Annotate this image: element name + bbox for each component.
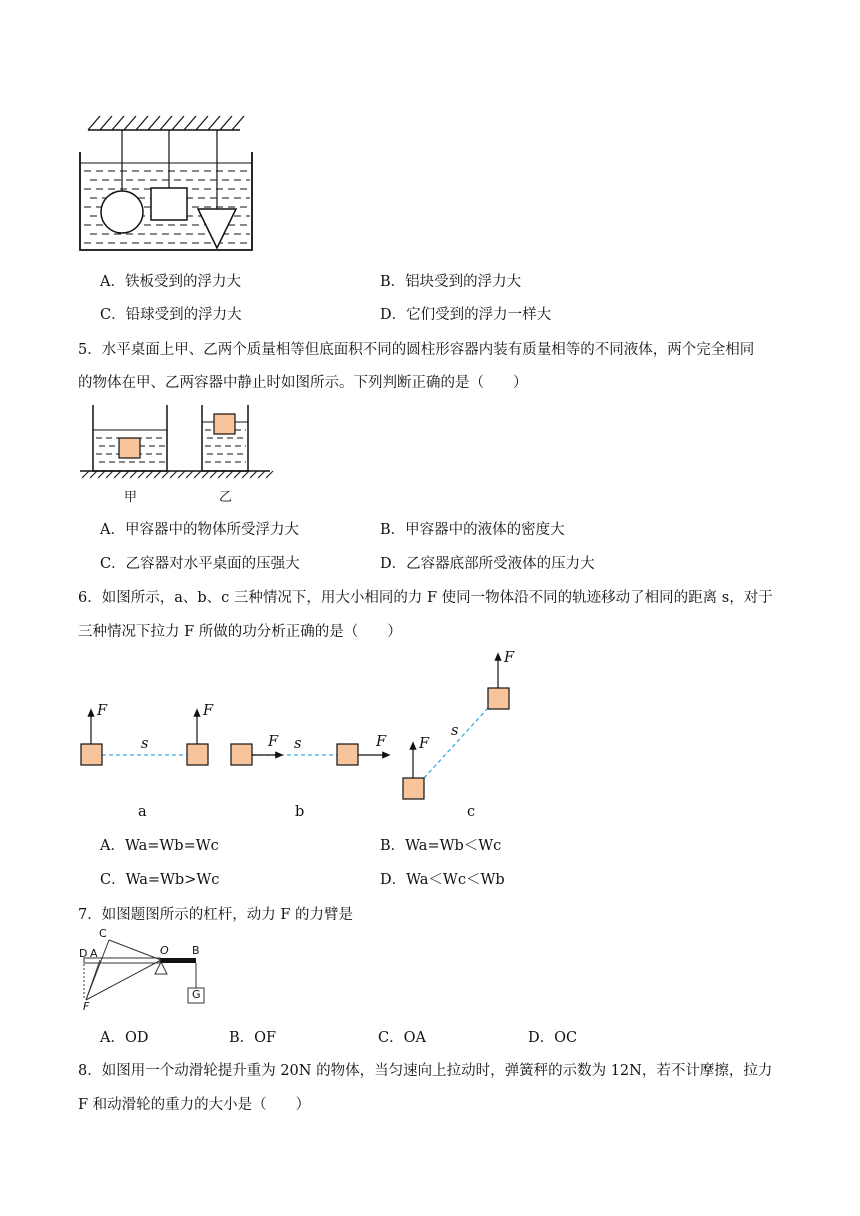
q7-label-b: B xyxy=(192,944,200,957)
q6-distance-label-b: s xyxy=(294,736,302,752)
q6-case-c: c xyxy=(467,804,476,820)
q5-stem-line1: 5．水平桌面上甲、乙两个质量相等但底面积不同的圆柱形容器内装有质量相等的不同液体，两个完全相同 xyxy=(78,342,755,358)
q5-label-yi: 乙 xyxy=(219,490,233,505)
q5-option-d: D．乙容器底部所受液体的压力大 xyxy=(380,556,595,572)
q7-option-a: A．OD xyxy=(100,1030,149,1046)
q6-case-a: a xyxy=(138,804,147,820)
q6-force-label-a2: F xyxy=(203,703,214,719)
q6-option-a: A．Wa=Wb=Wc xyxy=(100,838,219,854)
q6-case-b: b xyxy=(295,804,305,820)
q4-option-b: B．铝块受到的浮力大 xyxy=(380,274,522,290)
q7-label-a: A xyxy=(90,947,98,960)
q7-label-d: D xyxy=(79,947,88,960)
q6-force-label-c2: F xyxy=(504,650,515,666)
q6-force-label-c1: F xyxy=(419,736,430,752)
q6-stem-line2: 三种情况下拉力 F 所做的功分析正确的是（ ） xyxy=(78,624,402,640)
q6-force-label-b1: F xyxy=(268,734,279,750)
q6-force-label-b2: F xyxy=(376,734,387,750)
q6-option-b: B．Wa=Wb＜Wc xyxy=(380,838,502,854)
q7-label-o: O xyxy=(160,944,169,957)
q6-stem-line1: 6．如图所示，a、b、c 三种情况下，用大小相同的力 F 使同一物体沿不同的轨迹移动了相同的距离 s，对于 xyxy=(78,590,773,606)
q8-stem-line2: F 和动滑轮的重力的大小是（ ） xyxy=(78,1097,311,1113)
q5-option-b: B．甲容器中的液体的密度大 xyxy=(380,522,565,538)
q7-stem-line1: 7．如图题图所示的杠杆，动力 F 的力臂是 xyxy=(78,907,354,923)
q7-option-d: D．OC xyxy=(528,1030,578,1046)
q4-option-c: C．铅球受到的浮力大 xyxy=(100,307,242,323)
q5-option-a: A．甲容器中的物体所受浮力大 xyxy=(100,522,299,538)
q6-option-c: C．Wa=Wb>Wc xyxy=(100,872,220,888)
q5-stem-line2: 的物体在甲、乙两容器中静止时如图所示。下列判断正确的是（ ） xyxy=(78,375,528,391)
q6-option-d: D．Wa＜Wc＜Wb xyxy=(380,872,505,888)
q5-option-c: C．乙容器对水平桌面的压强大 xyxy=(100,556,300,572)
q5-label-jia: 甲 xyxy=(124,490,138,505)
q6-distance-label-c: s xyxy=(451,723,459,739)
q6-force-label-a1: F xyxy=(97,703,108,719)
q7-option-b: B．OF xyxy=(229,1030,277,1046)
q6-distance-label-a: s xyxy=(141,736,149,752)
q7-label-g: G xyxy=(192,988,201,1001)
q4-option-d: D．它们受到的浮力一样大 xyxy=(380,307,552,323)
q7-label-f: F xyxy=(83,1000,90,1013)
q8-stem-line1: 8．如图用一个动滑轮提升重为 20N 的物体，当匀速向上拉动时，弹簧秤的示数为 12N，若不计摩擦，拉力 xyxy=(78,1063,773,1079)
q7-option-c: C．OA xyxy=(378,1030,426,1046)
q4-option-a: A．铁板受到的浮力大 xyxy=(100,274,241,290)
q7-label-c: C xyxy=(99,927,107,940)
